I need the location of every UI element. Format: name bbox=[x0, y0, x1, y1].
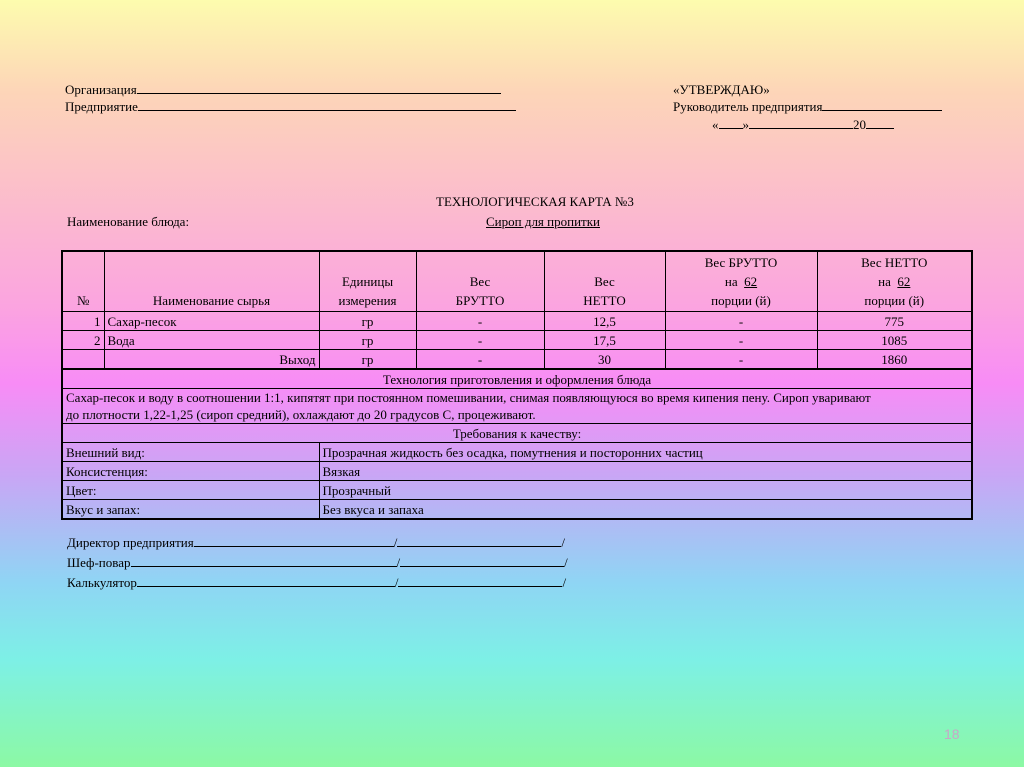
card-title: ТЕХНОЛОГИЧЕСКАЯ КАРТА №3 bbox=[436, 194, 634, 209]
row-brutto-portion: - bbox=[665, 331, 817, 350]
header-netto: Вес НЕТТО bbox=[544, 251, 665, 312]
row-unit: гр bbox=[319, 331, 416, 350]
table-row bbox=[62, 331, 972, 350]
enterprise-blank bbox=[138, 99, 516, 111]
date-year-blank bbox=[866, 117, 894, 129]
table-row bbox=[62, 312, 972, 331]
organization-label: Организация bbox=[65, 82, 137, 97]
row-netto: 17,5 bbox=[544, 331, 665, 350]
row-netto: 12,5 bbox=[544, 312, 665, 331]
signature-chef: Шеф-повар / / bbox=[67, 555, 568, 570]
row-brutto: - bbox=[416, 331, 544, 350]
tech-heading-row bbox=[62, 369, 972, 389]
dish-label: Наименование блюда: bbox=[67, 214, 190, 229]
quality-label: Цвет: bbox=[62, 481, 319, 500]
yield-label: Выход bbox=[104, 350, 319, 370]
date-day-blank bbox=[719, 117, 743, 129]
row-name: Вода bbox=[104, 331, 319, 350]
date-quote-close: » bbox=[742, 117, 749, 132]
recipe-table bbox=[61, 250, 973, 520]
quality-label: Консистенция: bbox=[62, 462, 319, 481]
quality-row bbox=[62, 443, 972, 462]
row-unit: гр bbox=[319, 312, 416, 331]
quality-value: Прозрачный bbox=[319, 481, 972, 500]
yield-row bbox=[62, 350, 972, 370]
quality-heading: Требования к качеству: bbox=[62, 424, 972, 443]
calculator-label: Калькулятор bbox=[67, 575, 137, 590]
header-netto-portion: Вес НЕТТО на 62 порции (й) bbox=[817, 251, 972, 312]
quality-value: Без вкуса и запаха bbox=[319, 500, 972, 520]
signature-director: Директор предприятия / / bbox=[67, 535, 565, 550]
director-label: Директор предприятия bbox=[67, 535, 194, 550]
organization-blank bbox=[137, 82, 501, 94]
yield-netto: 30 bbox=[544, 350, 665, 370]
row-no: 2 bbox=[62, 331, 104, 350]
date-quote-open: « bbox=[712, 117, 719, 132]
page-number: 18 bbox=[944, 726, 960, 742]
tech-heading: Технология приготовления и оформления блюда bbox=[62, 369, 972, 389]
quality-label: Вкус и запах: bbox=[62, 500, 319, 520]
enterprise-field bbox=[65, 99, 516, 115]
quality-row bbox=[62, 481, 972, 500]
row-brutto-portion: - bbox=[665, 312, 817, 331]
yield-netto-portion: 1860 bbox=[817, 350, 972, 370]
organization-field bbox=[65, 82, 501, 98]
quality-heading-row bbox=[62, 424, 972, 443]
yield-unit: гр bbox=[319, 350, 416, 370]
date-year-prefix: 20 bbox=[853, 117, 866, 132]
tech-text: Сахар-песок и воду в соотношении 1:1, кипятят при постоянном помешивании, снимая появляющуюся во время кипения пену. Сироп уваривают до плотности 1,22-1,25 (сироп средний), охлаждают до 20 градусов С, процеживают. bbox=[62, 389, 972, 424]
row-no: 1 bbox=[62, 312, 104, 331]
row-netto-portion: 1085 bbox=[817, 331, 972, 350]
manager-field bbox=[673, 99, 942, 115]
chef-label: Шеф-повар bbox=[67, 555, 131, 570]
yield-brutto: - bbox=[416, 350, 544, 370]
signature-calculator: Калькулятор / / bbox=[67, 575, 567, 590]
row-brutto: - bbox=[416, 312, 544, 331]
row-netto-portion: 775 bbox=[817, 312, 972, 331]
header-brutto: Вес БРУТТО bbox=[416, 251, 544, 312]
quality-row bbox=[62, 462, 972, 481]
header-no: № bbox=[62, 251, 104, 312]
quality-value: Прозрачная жидкость без осадка, помутнения и посторонних частиц bbox=[319, 443, 972, 462]
dish-name: Сироп для пропитки bbox=[486, 214, 600, 229]
yield-brutto-portion: - bbox=[665, 350, 817, 370]
approval-date bbox=[712, 117, 894, 133]
quality-value: Вязкая bbox=[319, 462, 972, 481]
enterprise-label: Предприятие bbox=[65, 99, 138, 114]
header-brutto-portion: Вес БРУТТО на 62 порции (й) bbox=[665, 251, 817, 312]
table-header-row bbox=[62, 251, 972, 312]
manager-label: Руководитель предприятия bbox=[673, 99, 823, 114]
manager-blank bbox=[822, 99, 942, 111]
quality-label: Внешний вид: bbox=[62, 443, 319, 462]
header-name: Наименование сырья bbox=[104, 251, 319, 312]
header-units: Единицы измерения bbox=[319, 251, 416, 312]
yield-no-empty bbox=[62, 350, 104, 370]
date-month-blank bbox=[749, 117, 853, 129]
tech-text-row bbox=[62, 389, 972, 424]
approve-label: «УТВЕРЖДАЮ» bbox=[673, 82, 770, 97]
row-name: Сахар-песок bbox=[104, 312, 319, 331]
quality-row bbox=[62, 500, 972, 520]
